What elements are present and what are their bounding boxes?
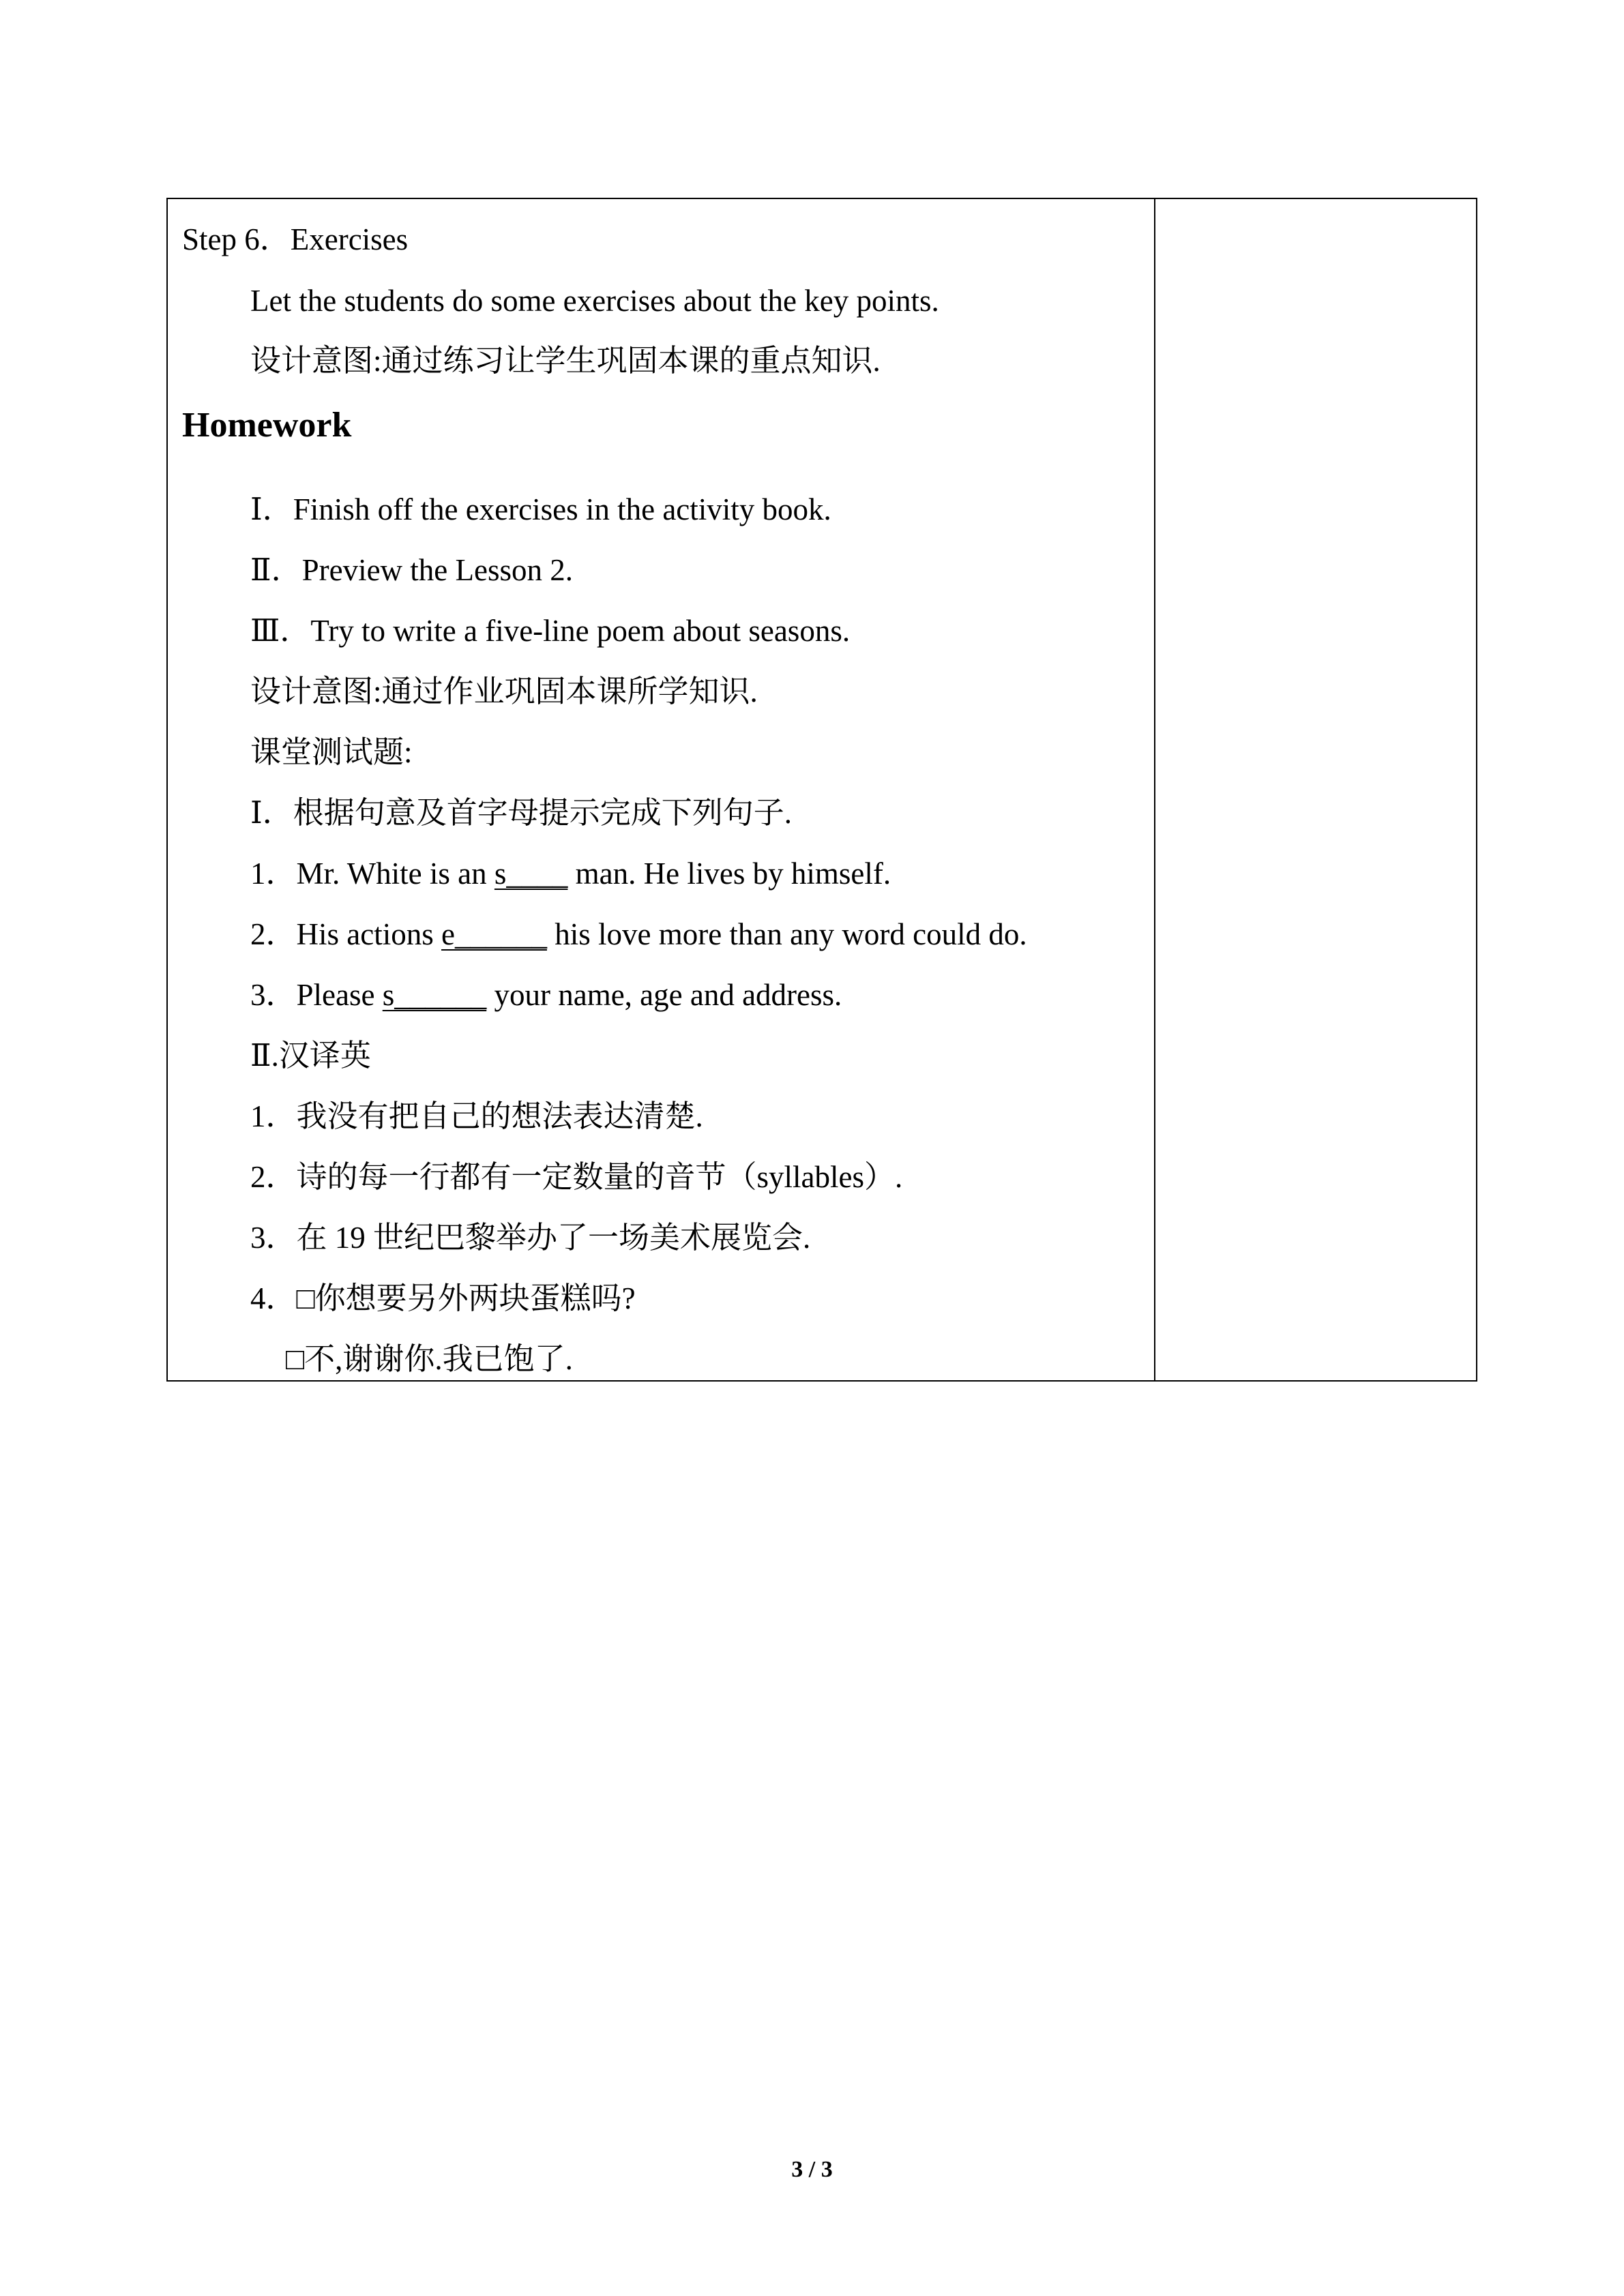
part2-title: Ⅱ.汉译英: [250, 1039, 371, 1073]
lesson-content: [168, 199, 1154, 1380]
translation-2: 2．诗的每一行都有一定数量的音节（syllables）.: [250, 1160, 903, 1194]
table-row: [167, 198, 1477, 1381]
homework-heading: Homework: [182, 406, 352, 445]
quiz-title: 课堂测试题:: [250, 735, 413, 769]
step6-title: Step 6．Exercises: [182, 222, 409, 256]
notes-cell: [1155, 198, 1477, 1381]
homework-item-2: Ⅱ．Preview the Lesson 2.: [250, 553, 574, 587]
question-2-blank: e______: [441, 917, 547, 951]
homework-intent: 设计意图:通过作业巩固本课所学知识.: [250, 674, 758, 709]
translation-4-reply: □不,谢谢你.我已饱了.: [286, 1342, 573, 1376]
homework-item-3: Ⅲ．Try to write a five-line poem about seasons.: [250, 614, 851, 648]
question-2-prefix: 2．His actions: [250, 917, 441, 951]
question-1-prefix: 1．Mr. White is an: [250, 856, 494, 891]
question-1: [250, 856, 891, 891]
translation-3: 3．在 19 世纪巴黎举办了一场美术展览会.: [250, 1221, 811, 1255]
page-number: 3 / 3: [791, 2157, 833, 2182]
lesson-content-cell: [167, 198, 1155, 1381]
translation-1: 1．我没有把自己的想法表达清楚.: [250, 1099, 703, 1133]
translation-4: 4．□你想要另外两块蛋糕吗?: [250, 1281, 636, 1315]
question-1-blank: s____: [494, 856, 568, 891]
lesson-table: [166, 198, 1477, 1382]
question-3-suffix: your name, age and address.: [486, 978, 842, 1012]
part1-title: Ⅰ．根据句意及首字母提示完成下列句子.: [250, 796, 793, 830]
question-2-suffix: his love more than any word could do.: [546, 917, 1027, 951]
question-3-prefix: 3．Please: [250, 978, 383, 1012]
question-3: [250, 980, 842, 1011]
step6-text: Let the students do some exercises about the key points.: [250, 284, 939, 318]
question-3-blank: s______: [382, 978, 487, 1012]
homework-item-1: Ⅰ．Finish off the exercises in the activity book.: [250, 492, 831, 526]
question-2: [250, 919, 1027, 950]
question-1-suffix: man. He lives by himself.: [567, 856, 891, 891]
step6-intent: 设计意图:通过练习让学生巩固本课的重点知识.: [250, 344, 881, 378]
